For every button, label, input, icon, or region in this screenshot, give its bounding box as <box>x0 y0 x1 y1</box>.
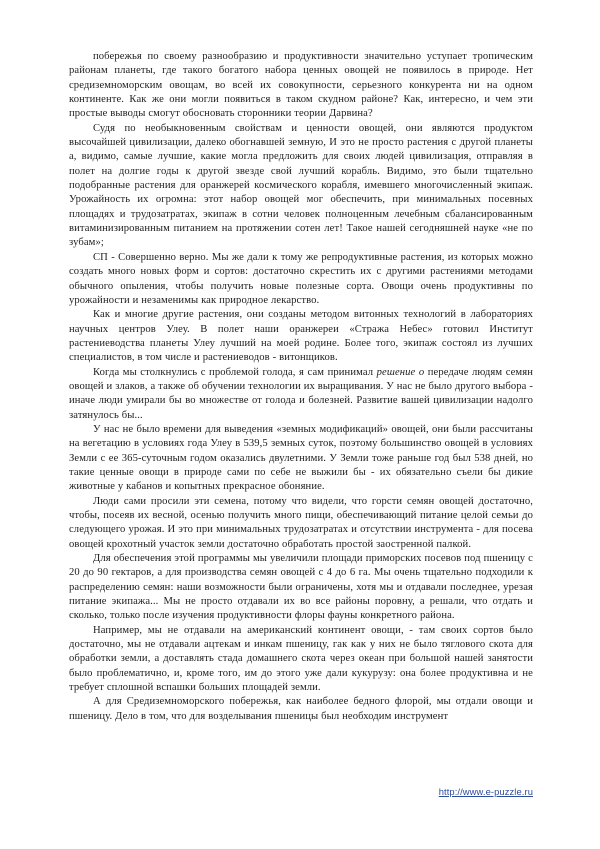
paragraph-6: У нас не было времени для выведения «земных модификаций» овощей, они были рассчитаны на вегетацию в условиях года Улеу в 539,5 земных суток, поэтому большинство овощей в условиях Земли с ее 365-суточным годом оказались двулетними. У Земли тоже раньше год был 538 дней, но такие ценные овощи в природе сами по себе не выжили бы - их обязательно съели бы дикие животные у кабанов и копытных прекрасное обоняние. <box>69 423 533 493</box>
text-column <box>69 50 533 724</box>
paragraph-5-text-before-italic: Когда мы столкнулись с проблемой голода, я сам принимал <box>93 366 377 378</box>
paragraph-7: Люди сами просили эти семена, потому что видели, что горсти семян овощей достаточно, чтобы, посеяв их весной, осенью получить много пищи, обеспечивающий питание целой семьи до следующего урожая. И это при минимальных трудозатратах и отсутствии инструмента - для посева овощей крохотный участок земли достаточно обработать простой заостренной палкой. <box>69 495 533 550</box>
paragraph-5 <box>69 366 533 423</box>
paragraph-1: побережья по своему разнообразию и продуктивности значительно уступает тропическим районам планеты, где такого богатого набора ценных овощей не появилось в природе. Нет средиземноморским овощам, во всей их совокупности, серьезного конкурента ни на одном континенте. Как же они могли появиться в таком скудном районе? Как, интересно, и чем эти простые выводы смогут обосновать сторонники теории Дарвина? <box>69 51 533 120</box>
paragraph-5-italic-phrase: решение о <box>376 366 425 378</box>
paragraph-3: СП - Совершенно верно. Мы же дали к тому же репродуктивные растения, из которых можно создать много новых форм и сортов: достаточно скрестить их с другими растениями методами обычного опыления, чтобы получить новые полезные сорта. Овощи очень продуктивны по урожайности и незаменимы как природное лекарство. <box>69 251 533 306</box>
paragraph-2: Судя по необыкновенным свойствам и ценности овощей, они являются продуктом высочайшей цивилизации, далеко обогнавшей земную, И это не просто растения с другой планеты а, видимо, самые лучшие, какие могла предложить для своих людей цивилизация, отправляя в полет на долгие годы к другой звезде свой лучший корабль. Видимо, это были тщательно подобранные растения для оранжерей космического корабля, имевшего многочисленный экипаж. Урожайность их огромна: этот набор овощей мог обеспечить, при минимальных посевных площадях и трудозатратах, экипаж в сотни человек полноценным лечебным сбалансированным витаминизированным питанием на протяжении сотен лет! Такое нашей сегодняшней науке «не по зубам»; <box>69 122 533 249</box>
paragraph-8: Для обеспечения этой программы мы увеличили площади приморских посевов под пшеницу с 20 до 90 гектаров, а для производства семян овощей с 4 до 6 га. Мы очень тщательно подходили к распределению семян: наши возможности были ограничены, хотя мы и отдавали последнее, урезая питание экипажа... Мы не просто отдавали их во все районы поровну, а решали, что отдать и сколько, только после изучения продуктивности флоры фауны конкретного района. <box>69 553 533 622</box>
paragraph-10: А для Средиземноморского побережья, как наиболее бедного флорой, мы отдали овощи и пшеницу. Дело в том, что для возделывания пшеницы был необходим инструмент <box>69 696 533 722</box>
footer <box>69 786 533 799</box>
paragraph-5-text-after-italic: передаче людям семян овощей и злаков, а также об обучении технологии их выращивания. У нас не было другого выбора - иначе люди умирали бы во множестве от голода и болезней. Развитие вашей цивилизации надолго затянулось бы... <box>69 366 533 421</box>
paragraph-9: Например, мы не отдавали на американский континент овощи, - там своих сортов было достаточно, мы не отдавали ацтекам и инкам пшеницу, гак как у них не было тяглового скота для обработки земли, а доставлять стада домашнего скота через океан при большой нашей занятости было проблематично, и, кроме того, им до этого уже дали кукурузу: она более продуктивна и не требует сплошной вспашки больших площадей земли. <box>69 624 533 694</box>
paragraph-4: Как и многие другие растения, они созданы методом витонных технологий в лабораториях научных центров Улеу. В полет наши оранжереи «Стража Небес» готовил Институт растениеводства планеты Улеу лучший на моей родине. Более того, экипаж состоял из лучших специалистов, в том числе и растениеводов - витонщиков. <box>69 309 533 364</box>
source-url-link[interactable]: http://www.e-puzzle.ru <box>438 786 533 797</box>
